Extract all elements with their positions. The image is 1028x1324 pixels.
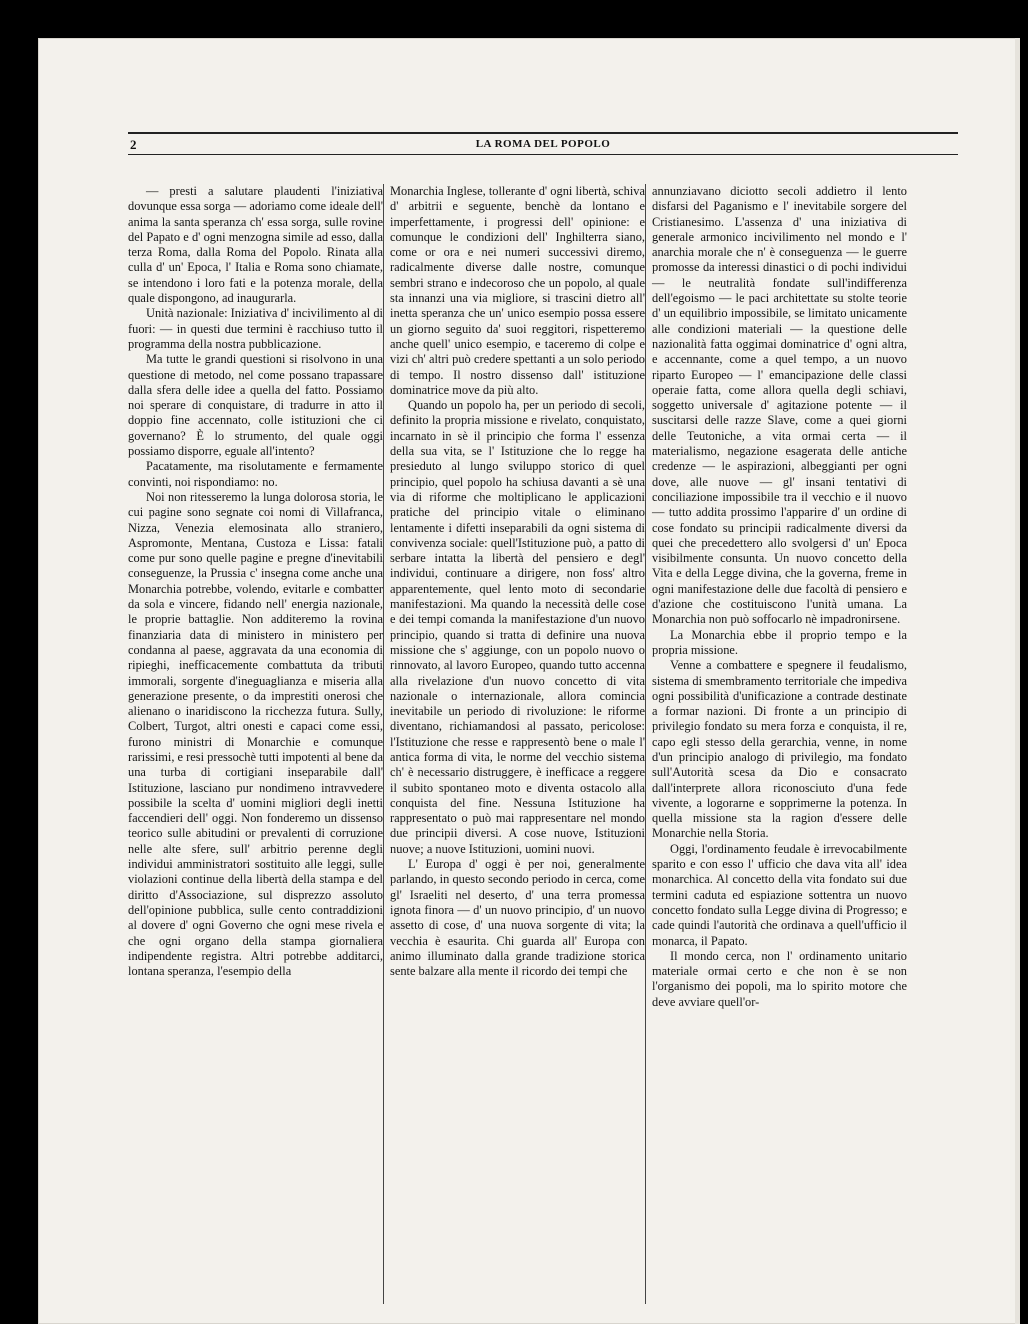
paragraph: Pacatamente, ma risolutamente e fermamente convinti, noi rispondiamo: no. <box>128 459 383 489</box>
paragraph: L' Europa d' oggi è per noi, generalmente parlando, in questo secondo periodo in cerca, come gl' Israeliti nel deserto, d' una terra promessa ignota finora — d' un nuovo principio, d' un nuovo assetto di cose, d' una nuova sorgente di vita; la vecchia è esaurita. Chi guarda all' Europa con animo illuminato dalla grande tradizione storica sente balzare alla mente il ricordo dei tempi che <box>390 857 645 979</box>
paragraph: Unità nazionale: Iniziativa d' incivilimento al di fuori: — in questi due termini è racchiuso tutto il programma della nostra pubblicazione. <box>128 306 383 351</box>
newspaper-page <box>38 38 1020 1324</box>
page-number: 2 <box>130 137 137 152</box>
text-column-1 <box>128 184 383 979</box>
paragraph: Noi non ritesseremo la lunga dolorosa storia, le cui pagine sono segnate coi nomi di Villafranca, Nizza, Venezia elemosinata allo straniero, Aspromonte, Mentana, Custoza e Lissa: fatali come pur sono quelle pagine e pregne d'inevitabili conseguenze, la Prussia c' insegna come anche una Monarchia potrebbe, volendo, evitarle e combatter da sola e vincere, fidando nell' energia nazionale, le proprie battaglie. Non additeremo la rovina finanziaria data di ministero in ministero per condanna al paese, aggravata da una economia di ripieghi, inefficacemente combattuta da tributi immorali, sorgente d'ineguaglianza e miseria alla generazione presente, o da imprestiti onerosi che alienano o inaridiscono la ricchezza futura. Sully, Colbert, Turgot, altri onesti e capaci come essi, furono ministri di Monarchie e comunque rarissimi, e resi pressochè tutti impotenti al bene da una turba di cortigiani inseparabile dall' Istituzione, lasciano pur nondimeno intravvedere possibile la scelta d' uomini migliori degli inetti faccendieri dell' oggi. Non fonderemo un dissenso teorico sulle abitudini or prevalenti di corruzione nelle alte sfere, sull' arbitrio perenne degli individui amministratori sostituito alle leggi, sulle violazioni continue della libertà della stampa e del diritto d'Associazione, sul disprezzo assoluto dell'opinione pubblica, sulle cento contraddizioni al dovere d' ogni Governo che ogni mese rivela e che ogni organo della stampa giornaliera indipendente registra. Altri potrebbe additarci, lontana speranza, l'esempio della <box>128 489 383 979</box>
paragraph: La Monarchia ebbe il proprio tempo e la propria missione. <box>652 627 907 657</box>
paragraph: Ma tutte le grandi questioni si risolvono in una questione di metodo, nel come possano trapassare dalla sfera delle idee a quella del fatto. Possiamo noi sperare di conquistare, di tradurre in atto il doppio fine accennato, colle istituzioni che ci governano? È lo strumento, del quale oggi possiamo disporre, eguale all'intento? <box>128 352 383 459</box>
header-rule-bottom <box>128 154 958 155</box>
text-column-3 <box>652 184 907 1010</box>
column-divider <box>383 184 384 1304</box>
paragraph: Venne a combattere e spegnere il feudalismo, sistema di smembramento territoriale che impediva ogni possibilità d'unificazione a contrade destinate a formar nazioni. Di fronte a un principio di privilegio fondato su mera forza e conquista, il re, capo egli stesso della gerarchia, venne, in nome d'un principio analogo di privilegio, ma fondato sull'Autorità scesa da Dio e consacrato dall'interprete allora riconosciuto d'una fede vivente, a logorarne e sopprimerne la potenza. In quella missione sta la ragion d'essere delle Monarchie nella Storia. <box>652 658 907 841</box>
page-edge <box>1015 38 1020 1324</box>
page-header <box>128 128 958 156</box>
text-column-2 <box>390 184 645 979</box>
running-title: LA ROMA DEL POPOLO <box>475 138 611 150</box>
paragraph: Monarchia Inglese, tollerante d' ogni libertà, schiva d' arbitrii e seguente, benchè da lontano e imperfettamente, i progressi dell' opinione: e comunque le condizioni dell' Inghilterra siano, come or ora e nei numeri successivi diremo, radicalmente diverse dalle nostre, comunque sembri strano e indecoroso che un popolo, al quale sta innanzi una via migliore, si trascini dietro all' inetta speranza che un' unico esempio possa essere un giorno seguito da' suoi reggitori, rispetteremo anche quell' unico esempio, e taceremo di colpe e vizi ch' altri può credere spettanti a un solo periodo di tempo. Il nostro dissenso dall' istituzione dominatrice move da più alto. <box>390 184 645 397</box>
paragraph: annunziavano diciotto secoli addietro il lento disfarsi del Paganismo e l' inevitabile sorgere del Cristianesimo. L'assenza d' una iniziativa di generale armonico incivilimento nel mondo e l' anarchia morale che n' è conseguenza — le guerre promosse da interessi dinastici o di pochi individui — le neutralità fondate sull'indifferenza dell'egoismo — le paci architettate su stolte teorie d' un equilibrio impossibile, se limitato unicamente alle condizioni materiali — la questione delle nazionalità fatta oggimai dominatrice d' ogni altra, e accennante, come a quel tempo, a un nuovo riparto Europeo — l' emancipazione delle classi operaie fatta, come allora quella degli schiavi, soggetto universale d' agitazione potente — il suscitarsi delle razze Slave, come a quei giorni delle Teutoniche, a vita ormai certa — il materialismo, negazione esagerata delle antiche credenze — le aspirazioni, albeggianti per ogni dove, alle nuove — gl' insani tentativi di conciliazione impossibile tra il vecchio e il nuovo — tutto addita prossimo l'apparire d' un ordine di cose fondato su principii radicalmente diversi da quei che precedettero allo svolgersi d' un' Epoca visibilmente consunta. Un nuovo concetto della Vita e della Legge divina, che la governa, freme in ogni manifestazione delle due facoltà di pensiero e d'azione che costituiscono l'unità umana. La Monarchia non può soffocarlo nè impadronirsene. <box>652 184 907 627</box>
header-rule-top <box>128 132 958 134</box>
paragraph: Il mondo cerca, non l' ordinamento unitario materiale ormai certo e che non è se non l'organismo dei popoli, ma lo spirito motore che deve avviare quell'or- <box>652 948 907 1009</box>
paragraph: Oggi, l'ordinamento feudale è irrevocabilmente sparito e con esso l' ufficio che dava vita all' idea monarchica. Al concetto della vita fondato sui due termini caduta ed espiazione sottentra un nuovo concetto fondato sulla Legge divina di Progresso; e cade quindi l'autorità che ordinava a quell'ufficio il monarca, il Papato. <box>652 841 907 948</box>
column-divider <box>645 184 646 1304</box>
paragraph: Quando un popolo ha, per un periodo di secoli, definito la propria missione e rivelato, conquistato, incarnato in sè il principio che forma l' essenza della sua vita, se l' Istituzione che lo regge ha presieduto al lungo sviluppo storico di quel principio, quel popolo ha schiusa davanti a sè una via di riforme che moltiplicano le applicazioni pratiche del principio vitale o eliminano lentamente i difetti inseparabili da ogni sistema di convivenza sociale: quell'Istituzione può, a patto di serbare intatta la libertà del pensiero e degl' individui, continuare a dirigere, non foss' altro apparentemente, quel lento moto di secondarie manifestazioni. Ma quando la necessità delle cose e dei tempi comanda la manifestazione d'un nuovo principio, quando si tratta di definire una nuova missione che s' aggiunge, con un popolo nuovo o rinnovato, al lavoro Europeo, quando tutto accenna alla rivelazione d'un nuovo concetto di vita nazionale o internazionale, allora comincia inevitabile un periodo di rivoluzione: le riforme diventano, richiamandosi al passato, pericolose: l'Istituzione che resse e rappresentò bene o male l' antica forma di vita, le norme del vecchio sistema ch' è necessario distruggere, è inefficace a reggere il subito spontaneo moto e diventa ostacolo alla conquista del fine. Nessuna Istituzione ha rappresentato o può mai rappresentare nel mondo due principii diversi. A cose nuove, Istituzioni nuove; a nuove Istituzioni, uomini nuovi. <box>390 398 645 856</box>
paragraph: — presti a salutare plaudenti l'iniziativa dovunque essa sorga — adoriamo come ideale dell' anima la santa speranza ch' essa sorga, sulle rovine del Papato e d' ogni menzogna simile ad esso, dalla terza Roma, dalla Roma del Popolo. Rinata alla culla d' un' Epoca, l' Italia e Roma sono chiamate, se intendono i loro fati e la potenza morale, della quale dispongono, ad inaugurarla. <box>128 184 383 306</box>
